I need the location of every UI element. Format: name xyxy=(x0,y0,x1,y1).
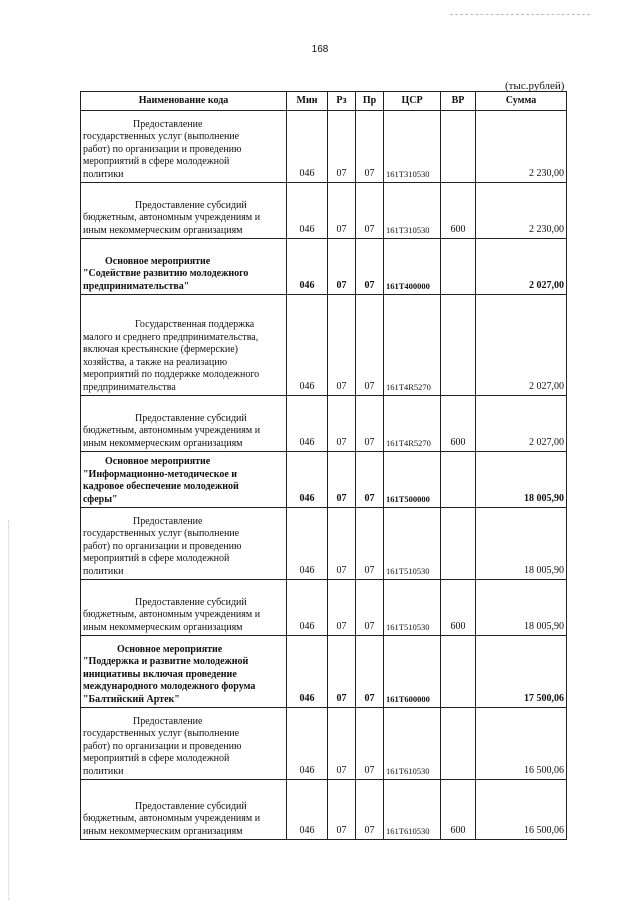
cell-vr xyxy=(441,111,476,183)
row-name-cell xyxy=(81,183,287,239)
cell-min: 046 xyxy=(287,183,328,239)
page-number: 168 xyxy=(311,44,329,55)
cell-min: 046 xyxy=(287,452,328,508)
column-header-sum: Сумма xyxy=(476,92,567,111)
row-name-line: инициативы включая проведение xyxy=(83,668,237,680)
row-name-cell xyxy=(81,580,287,636)
row-name-line: предпринимательства xyxy=(83,381,176,393)
cell-pr: 07 xyxy=(356,183,384,239)
row-name-line: мероприятий в сфере молодежной xyxy=(83,553,230,564)
row-name-line: бюджетным, автономным учреждениям и xyxy=(83,212,261,223)
row-name-line: кадровое обеспечение молодежной xyxy=(83,481,239,492)
cell-pr: 07 xyxy=(356,636,384,708)
cell-min: 046 xyxy=(287,396,328,452)
row-name-cell xyxy=(81,508,287,580)
cell-min: 046 xyxy=(287,636,328,708)
cell-rz: 07 xyxy=(328,708,356,780)
cell-vr xyxy=(441,452,476,508)
row-name-line: бюджетным, автономным учреждениям и xyxy=(83,609,261,620)
scan-artifact xyxy=(8,520,10,900)
cell-sum: 2 230,00 xyxy=(476,111,567,183)
cell-min: 046 xyxy=(287,295,328,396)
cell-min: 046 xyxy=(287,508,328,580)
row-name-line: международного молодежного форума xyxy=(83,681,256,692)
cell-csr: 161Т4R5270 xyxy=(384,295,441,396)
budget-table xyxy=(80,91,567,840)
cell-csr: 161Т500000 xyxy=(384,452,441,508)
cell-csr: 161Т310530 xyxy=(384,183,441,239)
cell-pr: 07 xyxy=(356,508,384,580)
column-header-csr: ЦСР xyxy=(384,92,441,111)
row-name-line: бюджетным, автономным учреждениям и xyxy=(83,425,261,436)
table-header-row xyxy=(81,92,567,111)
row-name-line: иным некоммерческим организациям xyxy=(83,224,243,236)
cell-csr: 161Т510530 xyxy=(384,508,441,580)
row-name-line: Основное мероприятие xyxy=(105,255,211,267)
row-name-cell xyxy=(81,396,287,452)
cell-sum: 17 500,06 xyxy=(476,636,567,708)
cell-rz: 07 xyxy=(328,295,356,396)
cell-rz: 07 xyxy=(328,452,356,508)
table-row xyxy=(81,111,567,183)
table-row xyxy=(81,396,567,452)
row-name-line: государственных услуг (выполнение xyxy=(83,528,240,539)
row-name-line: Государственная поддержка xyxy=(135,319,255,330)
column-header-vr: ВР xyxy=(441,92,476,111)
row-name-cell xyxy=(81,295,287,396)
row-name-line: Предоставление субсидий xyxy=(135,199,247,211)
row-name-cell xyxy=(81,239,287,295)
cell-vr xyxy=(441,508,476,580)
row-name-line: Предоставление xyxy=(133,515,203,527)
cell-sum: 2 230,00 xyxy=(476,183,567,239)
column-header-min: Мин xyxy=(287,92,328,111)
cell-csr: 161Т310530 xyxy=(384,111,441,183)
row-name-cell xyxy=(81,452,287,508)
cell-min: 046 xyxy=(287,780,328,840)
row-name-line: мероприятий в сфере молодежной xyxy=(83,156,230,167)
table-row xyxy=(81,295,567,396)
row-name-line: "Балтийский Артек" xyxy=(83,693,180,705)
row-name-line: Предоставление субсидий xyxy=(135,800,247,812)
row-name-line: работ) по организации и проведению xyxy=(83,143,242,155)
cell-min: 046 xyxy=(287,708,328,780)
row-name-line: Предоставление субсидий xyxy=(135,596,247,608)
cell-rz: 07 xyxy=(328,780,356,840)
cell-pr: 07 xyxy=(356,452,384,508)
cell-csr: 161Т610530 xyxy=(384,708,441,780)
cell-min: 046 xyxy=(287,239,328,295)
row-name-line: "Содействие развитию молодежного xyxy=(83,268,249,279)
row-name-line: "Поддержка и развитие молодежной xyxy=(83,656,249,667)
row-name-line: хозяйства, а также на реализацию xyxy=(83,356,228,368)
cell-vr: 600 xyxy=(441,396,476,452)
cell-vr: 600 xyxy=(441,183,476,239)
row-name-cell xyxy=(81,636,287,708)
cell-pr: 07 xyxy=(356,295,384,396)
column-header-pr: Пр xyxy=(356,92,384,111)
row-name-line: политики xyxy=(83,765,124,777)
column-header-rz: Рз xyxy=(328,92,356,111)
cell-rz: 07 xyxy=(328,111,356,183)
cell-csr: 161Т4R5270 xyxy=(384,396,441,452)
row-name-cell xyxy=(81,708,287,780)
table-row xyxy=(81,239,567,295)
row-name-line: сферы" xyxy=(83,493,118,505)
table-row xyxy=(81,636,567,708)
row-name-line: Предоставление xyxy=(133,715,203,727)
cell-rz: 07 xyxy=(328,580,356,636)
table-row xyxy=(81,780,567,840)
cell-csr: 161Т610530 xyxy=(384,780,441,840)
row-name-line: государственных услуг (выполнение xyxy=(83,728,240,739)
row-name-line: бюджетным, автономным учреждениям и xyxy=(83,813,261,824)
row-name-cell xyxy=(81,780,287,840)
cell-vr xyxy=(441,636,476,708)
cell-rz: 07 xyxy=(328,183,356,239)
cell-sum: 2 027,00 xyxy=(476,295,567,396)
row-name-line: политики xyxy=(83,565,124,577)
row-name-line: работ) по организации и проведению xyxy=(83,740,242,752)
cell-rz: 07 xyxy=(328,396,356,452)
cell-sum: 18 005,90 xyxy=(476,580,567,636)
cell-pr: 07 xyxy=(356,580,384,636)
cell-vr xyxy=(441,239,476,295)
table-row xyxy=(81,452,567,508)
row-name-line: Предоставление субсидий xyxy=(135,412,247,424)
cell-pr: 07 xyxy=(356,708,384,780)
cell-pr: 07 xyxy=(356,111,384,183)
row-name-line: государственных услуг (выполнение xyxy=(83,131,240,142)
row-name-line: иным некоммерческим организациям xyxy=(83,437,243,449)
table-row xyxy=(81,183,567,239)
cell-sum: 16 500,06 xyxy=(476,708,567,780)
row-name-line: работ) по организации и проведению xyxy=(83,540,242,552)
cell-vr xyxy=(441,708,476,780)
cell-rz: 07 xyxy=(328,508,356,580)
cell-sum: 18 005,90 xyxy=(476,508,567,580)
unit-label: (тыс.рублей) xyxy=(505,80,565,92)
row-name-line: мероприятий в сфере молодежной xyxy=(83,753,230,764)
row-name-line: Основное мероприятие xyxy=(117,643,223,655)
cell-pr: 07 xyxy=(356,780,384,840)
cell-vr: 600 xyxy=(441,580,476,636)
cell-rz: 07 xyxy=(328,239,356,295)
cell-sum: 2 027,00 xyxy=(476,396,567,452)
row-name-line: мероприятий по поддержке молодежного xyxy=(83,369,260,380)
cell-sum: 16 500,06 xyxy=(476,780,567,840)
row-name-line: малого и среднего предпринимательства, xyxy=(83,331,259,343)
row-name-line: Предоставление xyxy=(133,118,203,130)
row-name-line: иным некоммерческим организациям xyxy=(83,621,243,633)
row-name-line: политики xyxy=(83,168,124,180)
cell-pr: 07 xyxy=(356,396,384,452)
cell-csr: 161Т600000 xyxy=(384,636,441,708)
table-row xyxy=(81,708,567,780)
cell-min: 046 xyxy=(287,580,328,636)
cell-min: 046 xyxy=(287,111,328,183)
row-name-line: "Информационно-методическое и xyxy=(83,468,238,480)
cell-rz: 07 xyxy=(328,636,356,708)
cell-pr: 07 xyxy=(356,239,384,295)
cell-csr: 161Т510530 xyxy=(384,580,441,636)
cell-vr: 600 xyxy=(441,780,476,840)
scan-artifact xyxy=(450,14,590,16)
cell-vr xyxy=(441,295,476,396)
table-row xyxy=(81,580,567,636)
row-name-line: включая крестьянские (фермерские) xyxy=(83,344,238,355)
row-name-line: Основное мероприятие xyxy=(105,456,211,467)
column-header-name: Наименование кода xyxy=(81,92,287,111)
cell-sum: 2 027,00 xyxy=(476,239,567,295)
row-name-line: предпринимательства" xyxy=(83,280,190,292)
cell-csr: 161Т400000 xyxy=(384,239,441,295)
cell-sum: 18 005,90 xyxy=(476,452,567,508)
row-name-cell xyxy=(81,111,287,183)
row-name-line: иным некоммерческим организациям xyxy=(83,825,243,837)
table-row xyxy=(81,508,567,580)
